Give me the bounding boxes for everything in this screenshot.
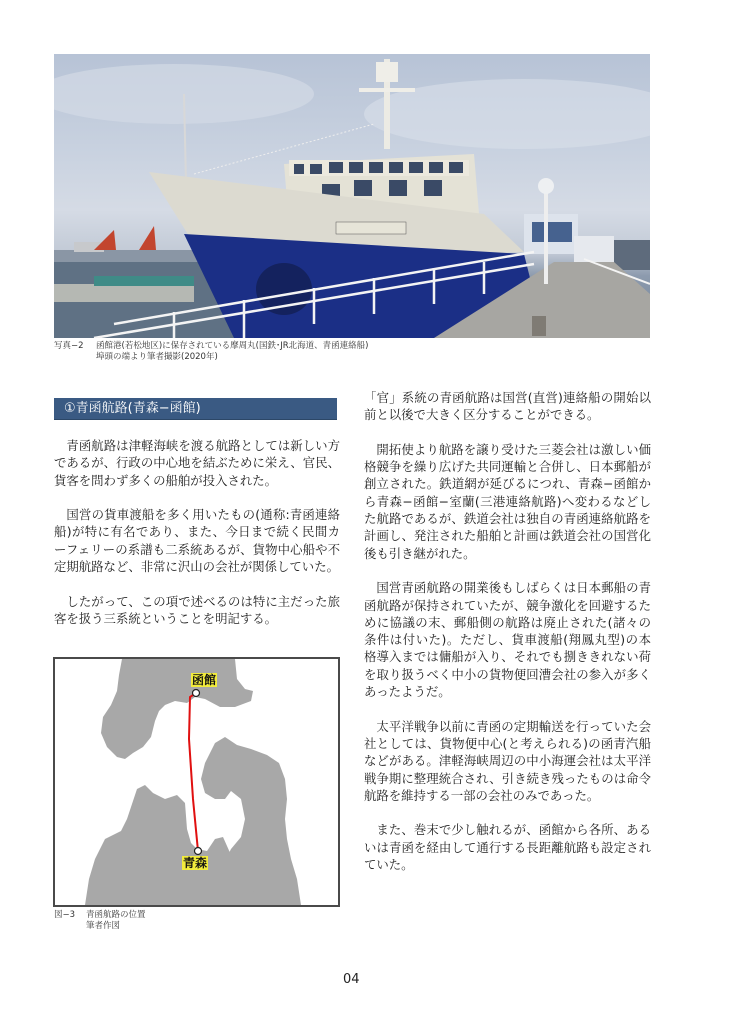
map-caption-label: 図−3 xyxy=(54,910,76,920)
left-paragraph-2: 国営の貨車渡船を多く用いたもの(通称:青函連絡船)が特に有名であり、また、今日まで続く民間カーフェリーの系譜も二系統あるが、貨物中心船や不定期航路など、非常に沢山の会社が関係していた。 xyxy=(54,507,340,575)
hakodate-node-icon xyxy=(193,690,200,697)
page-number: 04 xyxy=(343,972,360,987)
mashu-maru-photo-illustration xyxy=(54,54,650,338)
map-caption-line1: 青函航路の位置 xyxy=(86,910,146,920)
photo-caption-label: 写真−2 xyxy=(54,341,84,351)
right-paragraph-4: 太平洋戦争以前に青函の定期輸送を行っていた会社としては、貨物便中心(と考えられる)の函青汽船などがある。津軽海峡周辺の中小海運会社は太平洋戦争期に整理統合され、引き続き残ったものは命令航路を維持する一部の会社のみであった。 xyxy=(364,718,651,803)
left-paragraph-3: したがって、この項で述べるのは特に主だった旅客を扱う三系統ということを明記する。 xyxy=(54,593,340,626)
photo-caption-line2: 埠頭の端より筆者撮影(2020年) xyxy=(96,352,218,362)
map-caption xyxy=(54,910,354,932)
photo-caption xyxy=(54,341,654,363)
right-paragraph-5: また、巻末で少し触れるが、函館から各所、あるいは青函を経由して通行する長距離航路も設定されていた。 xyxy=(364,822,651,873)
route-map xyxy=(53,657,340,907)
right-paragraph-1: 「官」系統の青函航路は国営(直営)連絡船の開始以前と以後で大きく区分することができる。 xyxy=(364,390,651,423)
map-caption-line2: 筆者作図 xyxy=(86,921,121,931)
section-heading: ①青函航路(青森−函館) xyxy=(54,398,337,420)
map-label-aomori: 青森 xyxy=(183,856,208,870)
photo-caption-line1: 函館港(若松地区)に保存されている摩周丸(国鉄･JR北海道、青函連絡船) xyxy=(96,341,369,351)
ship-photo xyxy=(54,54,650,338)
left-column xyxy=(54,437,340,645)
left-paragraph-1: 青函航路は津軽海峡を渡る航路としては新しい方であるが、行政の中心地を結ぶために栄え、官民、貨客を問わず多くの船舶が投入された。 xyxy=(54,438,340,488)
aomori-node-icon xyxy=(195,848,202,855)
right-paragraph-3: 国営青函航路の開業後もしばらくは日本郵船の青函航路が保持されていたが、競争激化を回避するために協議の末、郵船側の航路は廃止された(諸々の条件は付いた)。ただし、貨車渡船(翔鳳丸型)の本格導入までは傭船が入り、それでも捌ききれない荷を取り扱うべく中小の貨物便回漕会社の参入が多くあったようだ。 xyxy=(364,580,651,700)
right-paragraph-2: 開拓使より航路を譲り受けた三菱会社は激しい価格競争を繰り広げた共同運輸と合併し、日本郵船が創立された。鉄道網が延びるにつれ、青森−函館から青森−函館−室蘭(三港連絡航路)へ変わるなどした航路であるが、鉄道会社は独自の青函連絡航路を計画し、発注された船舶と計画は鉄道会社の国営化後も引き継がれた。 xyxy=(364,441,651,561)
right-column xyxy=(364,389,651,891)
map-label-hakodate: 函館 xyxy=(192,673,217,687)
